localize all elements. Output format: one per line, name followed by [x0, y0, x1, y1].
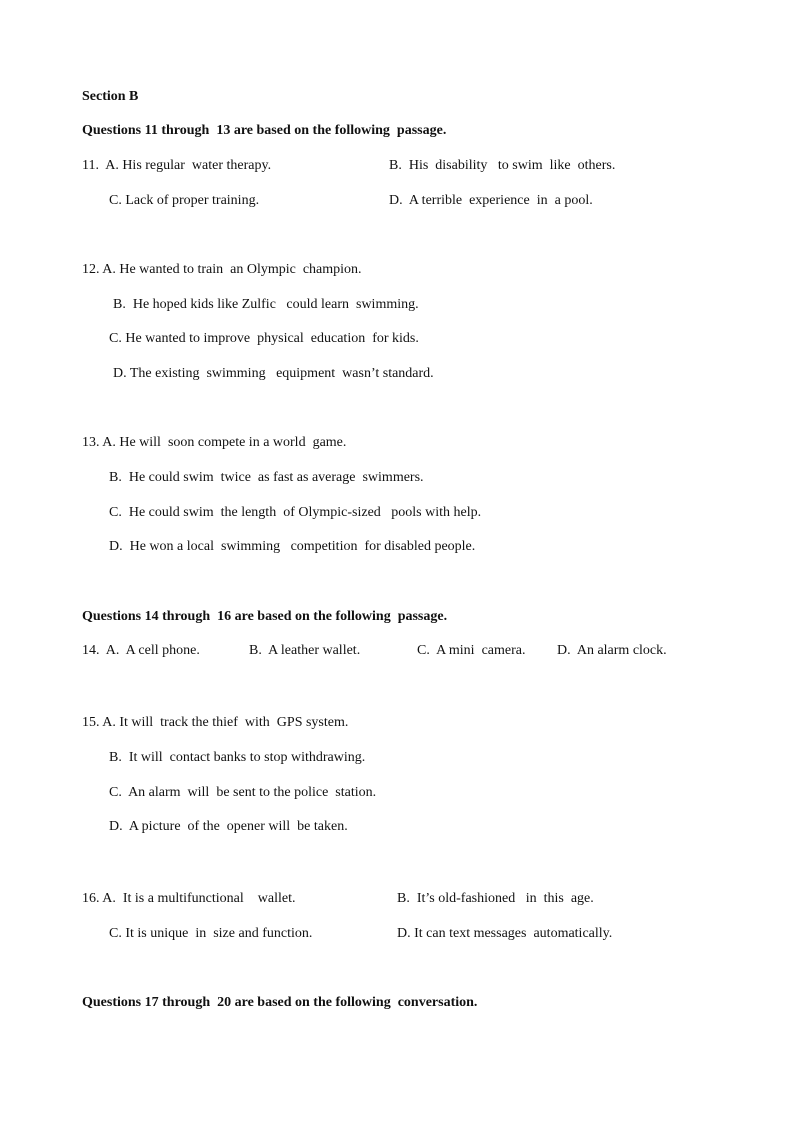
question-12-option-b: B. He hoped kids like Zulfic could learn swimming.: [113, 297, 419, 312]
question-14-option-b: B. A leather wallet.: [249, 643, 361, 658]
group-heading-17-20: Questions 17 through 20 are based on the following conversation.: [82, 995, 478, 1010]
question-11-option-b: B. His disability to swim like others.: [389, 158, 616, 173]
question-12-option-d: D. The existing swimming equipment wasn’t standard.: [113, 366, 434, 381]
question-13-option-c: C. He could swim the length of Olympic-sized pools with help.: [109, 505, 482, 520]
group-heading-14-16: Questions 14 through 16 are based on the following passage.: [82, 609, 448, 624]
question-13-option-b: B. He could swim twice as fast as average swimmers.: [109, 470, 424, 485]
question-11-option-c: C. Lack of proper training.: [109, 193, 260, 208]
question-15-option-d: D. A picture of the opener will be taken.: [109, 819, 348, 834]
question-16-option-c: C. It is unique in size and function.: [109, 926, 313, 941]
question-11-option-d: D. A terrible experience in a pool.: [389, 193, 593, 208]
question-16-option-d: D. It can text messages automatically.: [397, 926, 613, 941]
question-16-option-a: 16. A. It is a multifunctional wallet.: [82, 891, 296, 906]
question-16-option-b: B. It’s old-fashioned in this age.: [397, 891, 594, 906]
question-12-option-a: 12. A. He wanted to train an Olympic champion.: [82, 262, 362, 277]
question-11-option-a: 11. A. His regular water therapy.: [82, 158, 272, 173]
question-13-option-a: 13. A. He will soon compete in a world game.: [82, 435, 347, 450]
question-15-option-a: 15. A. It will track the thief with GPS system.: [82, 715, 349, 730]
group-heading-11-13: Questions 11 through 13 are based on the following passage.: [82, 123, 447, 138]
question-15-option-b: B. It will contact banks to stop withdrawing.: [109, 750, 366, 765]
question-15-option-c: C. An alarm will be sent to the police station.: [109, 785, 377, 800]
question-14-option-c: C. A mini camera.: [417, 643, 526, 658]
section-title: Section B: [82, 89, 139, 104]
question-14-option-d: D. An alarm clock.: [557, 643, 667, 658]
question-14-option-a: 14. A. A cell phone.: [82, 643, 200, 658]
question-12-option-c: C. He wanted to improve physical education for kids.: [109, 331, 419, 346]
question-13-option-d: D. He won a local swimming competition for disabled people.: [109, 539, 476, 554]
